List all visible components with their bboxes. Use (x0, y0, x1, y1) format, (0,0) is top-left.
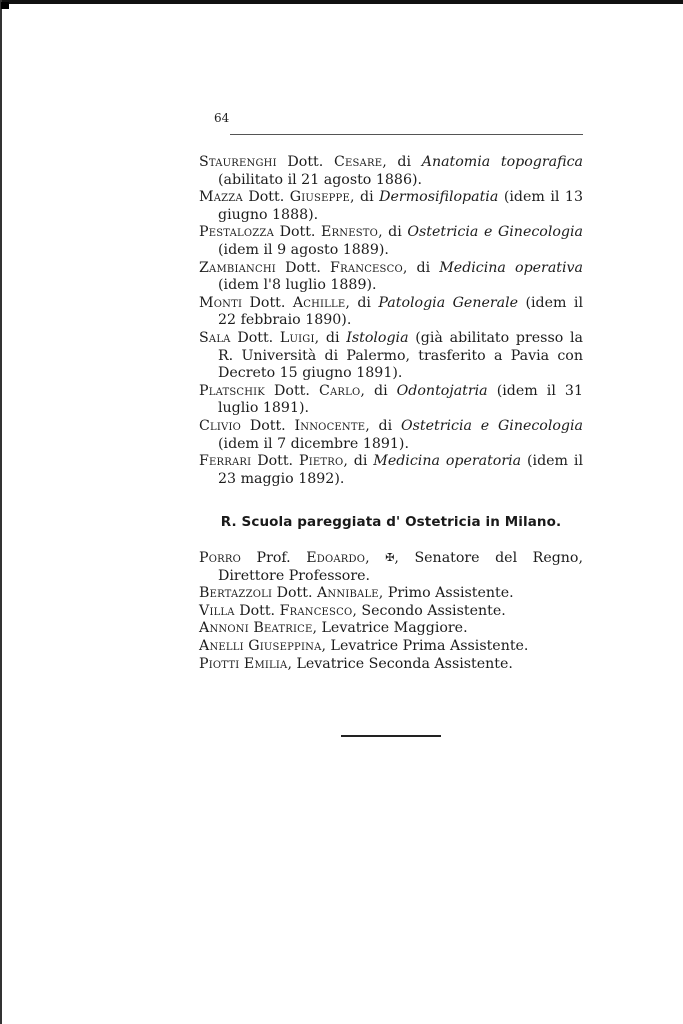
entry-note: (idem l'8 luglio 1889). (218, 277, 377, 294)
staff-entry (199, 620, 583, 638)
entry-title: Dott. (275, 259, 331, 276)
staff-list (199, 549, 583, 673)
docent-entry (199, 260, 583, 295)
entry-subject: Anatomia topografica (421, 154, 583, 170)
staff-surname: Piotti (199, 655, 240, 672)
entry-title: Dott. (242, 294, 293, 311)
entry-note: (idem il 31 luglio 1891). (218, 382, 583, 417)
entry-title: Dott. (251, 453, 299, 470)
entry-surname: Staurenghi (199, 154, 277, 170)
entry-subject: Dermosifilopatia (379, 189, 499, 206)
entry-title: Dott. (241, 417, 295, 434)
staff-entry (199, 603, 583, 621)
end-rule (341, 735, 441, 737)
docent-entry (199, 154, 583, 189)
staff-role: , Levatrice Prima Assistente. (321, 637, 529, 654)
docent-list (199, 154, 583, 488)
header-rule (230, 134, 583, 135)
entry-subject: Medicina operativa (439, 259, 584, 276)
entry-firstname: Francesco (330, 259, 403, 276)
entry-note: (idem il 9 agosto 1889). (218, 241, 389, 258)
staff-surname: Annoni (199, 620, 249, 637)
staff-surname: Porro (199, 550, 242, 566)
entry-surname: Clivio (199, 417, 242, 434)
staff-firstname: Emilia (243, 655, 288, 672)
entry-subject: Odontojatria (396, 382, 488, 399)
entry-subject: Medicina operatoria (373, 453, 522, 470)
entry-subject: Patologia Generale (378, 294, 519, 311)
entry-subject: Istologia (346, 329, 409, 346)
entry-surname: Pestalozza (199, 224, 274, 241)
staff-role: , Secondo Assistente. (352, 602, 506, 619)
staff-entry (199, 638, 583, 656)
entry-surname: Ferrari (199, 453, 252, 470)
staff-entry (199, 585, 583, 603)
entry-separator: , di (345, 294, 379, 311)
entry-firstname: Cesare (333, 154, 383, 170)
staff-title: Prof. (241, 550, 307, 566)
staff-firstname: Edoardo (306, 550, 366, 566)
entry-title: Dott. (264, 382, 319, 399)
staff-entry (199, 656, 583, 674)
entry-note: (idem il 7 dicembre 1891). (218, 435, 409, 452)
entry-firstname: Achille (292, 294, 346, 311)
entry-firstname: Carlo (318, 382, 361, 399)
entry-separator: , di (402, 259, 440, 276)
scan-top-border (0, 0, 683, 4)
staff-surname: Bertazzoli (199, 585, 273, 602)
entry-firstname: Giuseppe (289, 189, 350, 206)
entry-surname: Sala (199, 329, 231, 346)
entry-separator: , di (349, 189, 380, 206)
scan-corner-mark (1, 2, 9, 9)
entry-title: Dott. (274, 224, 322, 241)
docent-entry (199, 295, 583, 330)
staff-surname: Anelli (199, 637, 244, 654)
entry-separator: , di (360, 382, 397, 399)
staff-role: , Primo Assistente. (378, 585, 514, 602)
staff-role: , Levatrice Maggiore. (312, 620, 468, 637)
entry-title: Dott. (230, 329, 280, 346)
page-number: 64 (214, 111, 230, 125)
staff-role: , Senatore del Regno, Direttore Professore. (218, 550, 583, 584)
entry-separator: , di (382, 154, 422, 170)
entry-note: (abilitato il 21 agosto 1886). (218, 171, 423, 188)
staff-surname: Villa (199, 602, 235, 619)
entry-firstname: Pietro (298, 453, 344, 470)
entry-surname: Platschik (199, 382, 265, 399)
entry-separator: , di (378, 224, 408, 241)
entry-note: (già abilitato presso la R. Università di Palermo, trasferito a Pavia con Decreto 15 giugno 1891). (218, 329, 583, 382)
entry-surname: Monti (199, 294, 243, 311)
staff-title: Dott. (234, 602, 280, 619)
staff-firstname: Beatrice (253, 620, 313, 637)
entry-firstname: Luigi (279, 329, 315, 346)
entry-separator: , di (314, 329, 347, 346)
entry-note: (idem il 13 giugno 1888). (218, 189, 583, 223)
staff-entry: Porro Prof. Edoardo, ✠, Senatore del Regno, Direttore Professore. (199, 550, 583, 584)
cross-icon: ✠ (385, 551, 395, 564)
staff-firstname: Francesco (279, 602, 353, 619)
entry-firstname: Innocente (294, 417, 366, 434)
section-heading: R. Scuola pareggiata d' Ostetricia in Milano. (220, 514, 562, 530)
docent-entry (199, 330, 583, 383)
entry-separator: , di (365, 417, 401, 434)
staff-role: , Levatrice Seconda Assistente. (287, 655, 513, 672)
entry-title: Dott. (276, 154, 334, 170)
docent-entry (199, 453, 583, 488)
entry-surname: Zambianchi (199, 259, 276, 276)
staff-firstname: Giuseppina (248, 637, 322, 654)
docent-entry (199, 189, 583, 224)
staff-firstname: Annibale (316, 585, 379, 602)
docent-entry (199, 224, 583, 259)
entry-firstname: Ernesto (321, 224, 379, 241)
entry-subject: Ostetricia e Ginecologia (407, 224, 583, 241)
entry-note: (idem il 23 maggio 1892). (218, 453, 583, 487)
entry-note: (idem il 22 febbraio 1890). (218, 294, 583, 329)
docent-entry (199, 418, 583, 453)
scan-left-border (0, 0, 2, 1024)
staff-title: Dott. (272, 585, 317, 602)
entry-title: Dott. (242, 189, 290, 206)
entry-subject: Ostetricia e Ginecologia (400, 417, 583, 434)
entry-surname: Mazza (199, 189, 243, 206)
docent-entry (199, 383, 583, 418)
entry-separator: , di (343, 453, 374, 470)
